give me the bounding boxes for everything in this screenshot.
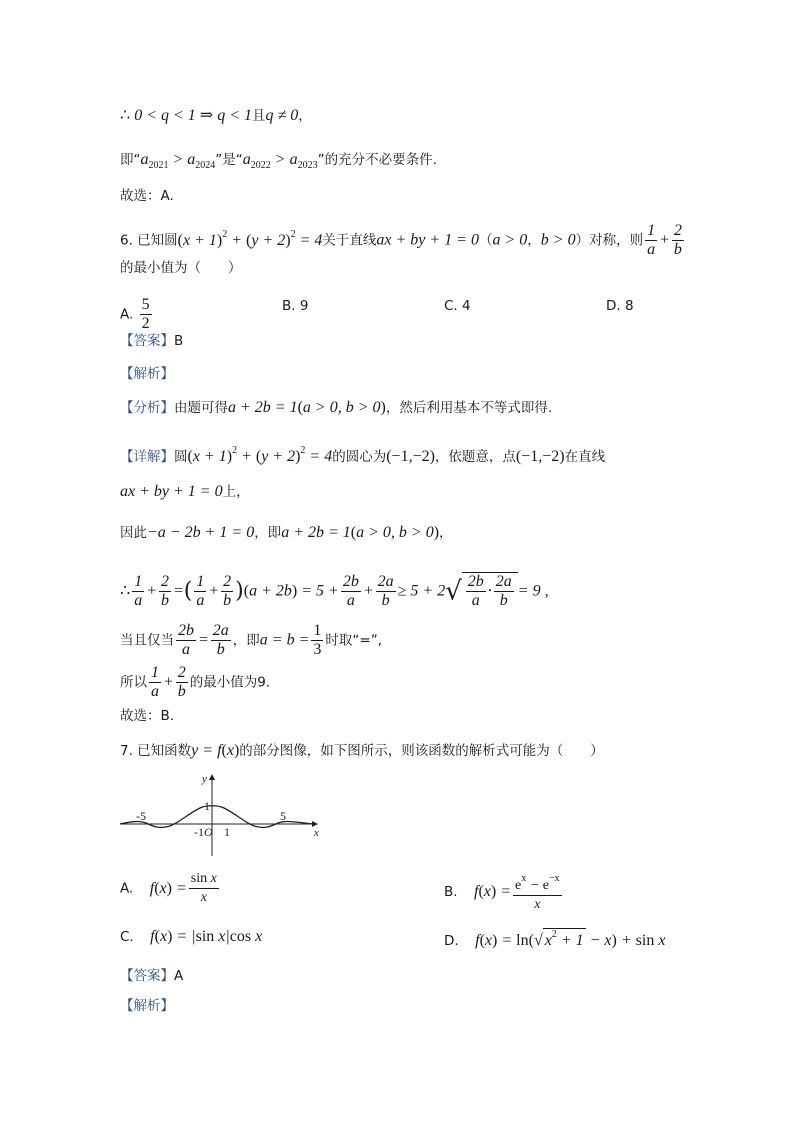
q6-equality: 当且仅当 $\frac{2b}{a}$ = $\frac{2a}{b}$ ，即a = b = $\frac{1}{3}$ 时取“=”, [120, 622, 382, 658]
graph-label-1-top: 1 [204, 799, 210, 813]
q7-answer: 【答案】A [120, 968, 184, 984]
q7-option-d: D. f(x) = ln(√ $x^2 + 1 - x) + \sin x$ [444, 929, 666, 949]
q7-option-b: B. f(x) = $\frac{e^x - e^{-x}}{x}$ [444, 870, 564, 914]
q6-fenxi: 【分析】由题可得a + 2b = 1(a > 0, b > 0)，然后利用基本不等式即得. [120, 399, 553, 416]
q6-option-b: B. 9 [282, 298, 309, 314]
graph-label-origin: O [204, 825, 213, 839]
graph-label-x: x [314, 827, 319, 839]
q6-inequality: ∴ $\frac{1}{a}$ + $\frac{2}{b}$ =( $\frac{1}{a}$ + $\frac{2}{b}$ )(a + 2b) = 5 + $\frac{2b}{a}$ + $\frac{2a}{b}$ ≥ 5 + 2√ $\frac{2b}{a}$ · $\frac{2a}{b}$ = 9 , [120, 573, 549, 609]
q7-option-c: C. f(x) = |sin x|cos x [120, 928, 263, 945]
q6-min-value: 所以 $\frac{1}{a}$ + $\frac{2}{b}$ 的最小值为9. [120, 664, 271, 700]
q6-option-a: A. $\frac{5}{2}$ [120, 296, 150, 332]
q6-choose-b: 故选：B. [120, 708, 175, 724]
q6-answer: 【答案】B [120, 333, 184, 349]
function-graph [118, 770, 328, 858]
y-axis-arrow [209, 774, 215, 780]
graph-label-5: 5 [280, 809, 286, 823]
graph-label-y: y [202, 773, 207, 785]
q6-analysis-label: 【解析】 [120, 366, 174, 382]
line-conclusion-q: ∴ 0 < q < 1 ⇒ q < 1且q ≠ 0， [120, 107, 312, 124]
q6-option-d: D. 8 [606, 298, 634, 314]
question-6: 6. 已知圆$(x + 1)^2 + (y + 2)^2 = 4$关于直线ax + by + 1 = 0（a > 0，b > 0）对称，则 $\frac{1}{a}$ + $\frac{2}{b}$ [120, 222, 682, 258]
q6-xiangjie: 【详解】圆$(x + 1)^2 + (y + 2)^2 = 4$的圆心为(−1,−2)，依题意，点(−1,−2)在直线 [120, 445, 606, 465]
q7-option-a: A. f(x) = $\frac{\text{sin x}}{x}$ [120, 871, 217, 905]
q6-yinci: 因此−a − 2b + 1 = 0，即a + 2b = 1(a > 0, b > 0)， [120, 524, 453, 541]
graph-label-neg5: -5 [136, 809, 146, 823]
q6-option-c: C. 4 [444, 298, 471, 314]
question-7: 7. 已知函数y = f(x)的部分图像，如下图所示，则该函数的解析式可能为（ ） [120, 742, 604, 759]
q7-analysis-label: 【解析】 [120, 998, 174, 1014]
graph-label-neg1: -1 [194, 825, 204, 839]
line-choose-a: 故选：A. [120, 188, 174, 204]
q6-line-eq: ax + by + 1 = 0上， [120, 483, 250, 500]
graph-label-1: 1 [224, 825, 230, 839]
question-6-line2: 的最小值为（ ） [120, 260, 242, 276]
line-sufficient-condition: 即“$a_{2021} > a_{2024}$”是“$a_{2022} > a_{2023}$”的充分不必要条件. [120, 151, 437, 171]
